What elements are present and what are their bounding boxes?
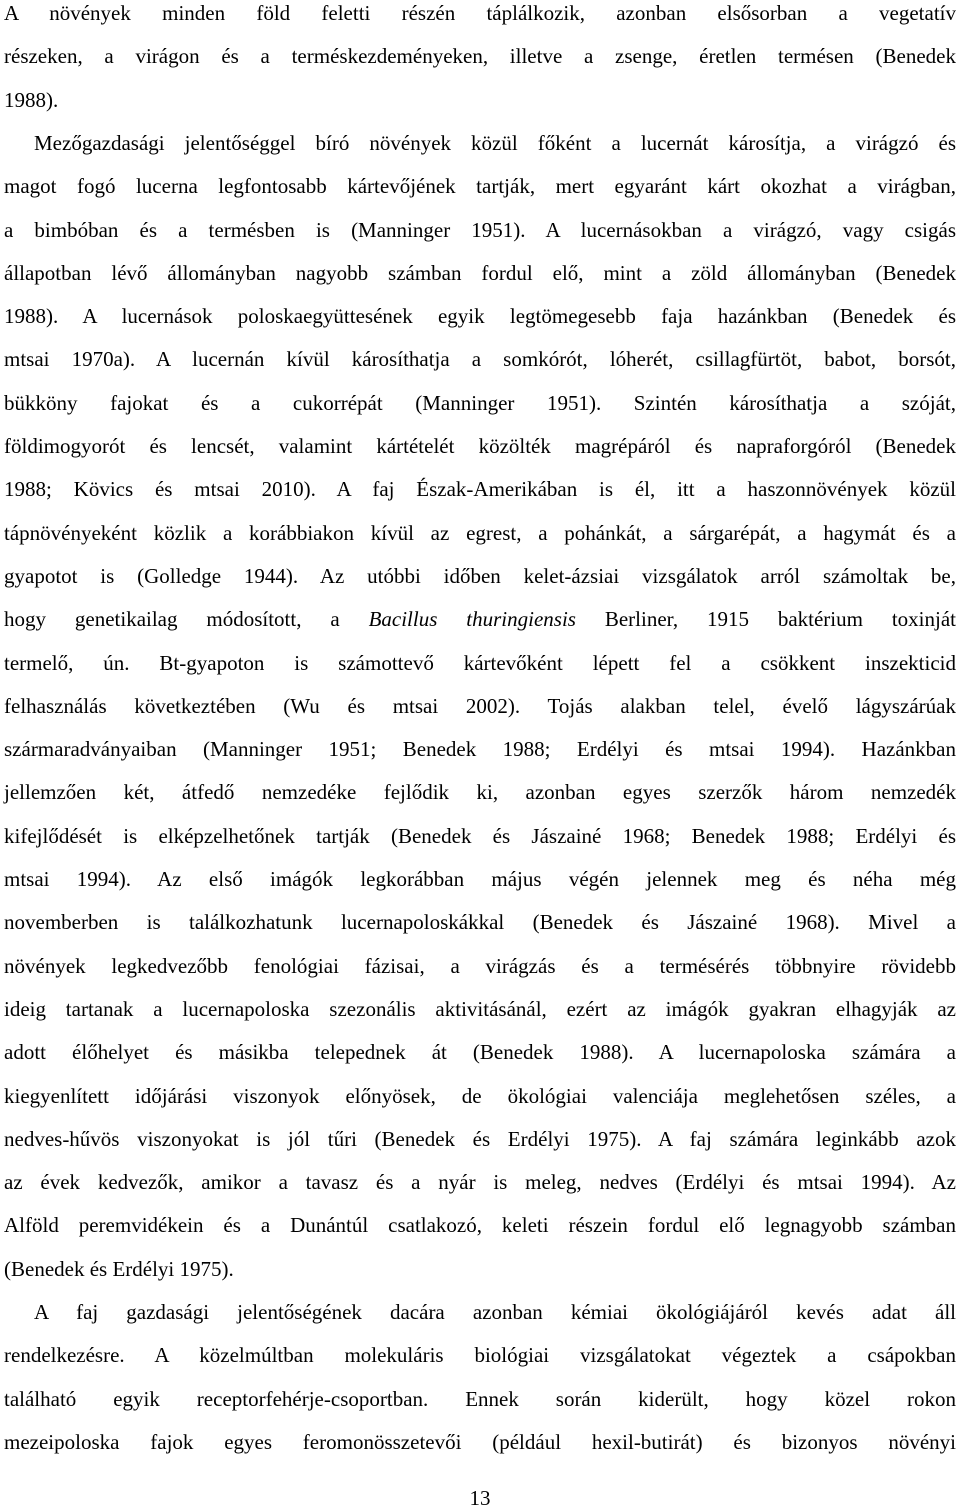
text-line: Alföld peremvidékein és a Dunántúl csatlakozó, keleti részein fordul elő legnagyobb számban — [4, 1213, 956, 1238]
text-line: szármaradványaiban (Manninger 1951; Benedek 1988; Erdélyi és mtsai 1994). Hazánkban — [4, 737, 956, 762]
text-span: hogy genetikailag módosított, a — [4, 607, 369, 632]
text-line: növények legkedvezőbb fenológiai fázisai, a virágzás és a termésérés többnyire rövidebb — [4, 953, 956, 978]
text-line: a bimbóban és a termésben is (Manninger 1951). A lucernásokban a virágzó, vagy csigás — [4, 217, 956, 242]
text-line: kiegyenlített időjárási viszonyok előnyösek, de ökológiai valenciája meglehetősen széles, a — [4, 1083, 956, 1108]
text-line: 1988). — [4, 87, 59, 112]
text-line: kifejlődését is elképzelhetőnek tartják (Benedek és Jászainé 1968; Benedek 1988; Erdélyi és — [4, 823, 956, 848]
text-line: A növények minden föld feletti részén táplálkozik, azonban elsősorban a vegetatív — [4, 1, 956, 25]
text-line: mtsai 1970a). A lucernán kívül károsíthatja a somkórót, lóherét, csillagfürtöt, babot, borsót, — [4, 347, 956, 372]
text-line: ideig tartanak a lucernapoloska szezonális aktivitásánál, ezért az imágók gyakran elhagyják az — [4, 996, 956, 1021]
text-line: található egyik receptorfehérje-csoportban. Ennek során kiderült, hogy közel rokon — [4, 1386, 956, 1411]
text-line: állapotban lévő állományban nagyobb számban fordul elő, mint a zöld állományban (Benedek — [4, 260, 956, 285]
text-line: Mezőgazdasági jelentőséggel bíró növények közül főként a lucernát károsítja, a virágzó és — [34, 130, 956, 155]
text-line: mezeipoloska fajok egyes feromonösszetevői (például hexil-butirát) és bizonyos növényi — [4, 1429, 956, 1454]
text-span: Berliner, 1915 baktérium toxinját — [575, 607, 957, 632]
text-line: novemberben is találkozhatunk lucernapoloskákkal (Benedek és Jászainé 1968). Mivel a — [4, 910, 956, 935]
text-line: mtsai 1994). Az első imágók legkorábban május végén jelennek meg és néha még — [4, 867, 956, 891]
text-line: bükköny fajokat és a cukorrépát (Manninger 1951). Szintén károsíthatja a szóját, — [4, 390, 956, 415]
text-line: 1988; Kövics és mtsai 2010). A faj Észak-Amerikában is él, itt a haszonnövények közül — [4, 477, 956, 502]
text-line: adott élőhelyet és másikba telepednek át (Benedek 1988). A lucernapoloska számára a — [4, 1040, 956, 1065]
text-line: gyapotot is (Golledge 1944). Az utóbbi időben kelet-ázsiai vizsgálatok arról számoltak be, — [4, 563, 956, 588]
species-name: Bacillus thuringiensis — [368, 607, 576, 632]
text-line: (Benedek és Erdélyi 1975). — [4, 1256, 234, 1281]
text-line: földimogyorót és lencsét, valamint kártételét közölték magrépáról és napraforgóról (Benedek — [4, 434, 956, 458]
text-line: felhasználás következtében (Wu és mtsai 2002). Tojás alakban telel, évelő lágyszárúak — [4, 693, 956, 718]
text-line: az évek kedvezők, amikor a tavasz és a nyár is meleg, nedves (Erdélyi és mtsai 1994). Az — [4, 1170, 956, 1195]
text-line: részeken, a virágon és a terméskezdeményeken, illetve a zsenge, éretlen termésen (Benedek — [4, 44, 956, 69]
text-line: jellemzően két, átfedő nemzedéke fejlődik ki, azonban egyes szerzők három nemzedék — [4, 780, 956, 805]
text-line: 1988). A lucernások poloskaegyüttesének egyik legtömegesebb faja hazánkban (Benedek és — [4, 304, 956, 329]
text-line: rendelkezésre. A közelmúltban molekuláris biológiai vizsgálatokat végeztek a csápokban — [4, 1343, 956, 1368]
text-line: termelő, ún. Bt-gyapoton is számottevő kártevőként lépett fel a csökkent inszekticid — [4, 650, 956, 675]
text-line — [4, 606, 956, 632]
text-line: magot fogó lucerna legfontosabb kártevőjének tartják, mert egyaránt kárt okozhat a virágban, — [4, 174, 956, 199]
text-line: A faj gazdasági jelentőségének dacára azonban kémiai ökológiájáról kevés adat áll — [34, 1300, 956, 1324]
text-line: tápnövényeként közlik a korábbiakon kívül az egrest, a pohánkát, a sárgarépát, a hagymát és a — [4, 520, 956, 545]
text-line: nedves-hűvös viszonyokat is jól tűri (Benedek és Erdélyi 1975). A faj számára leginkább azok — [4, 1126, 956, 1151]
page-number: 13 — [469, 1486, 491, 1510]
